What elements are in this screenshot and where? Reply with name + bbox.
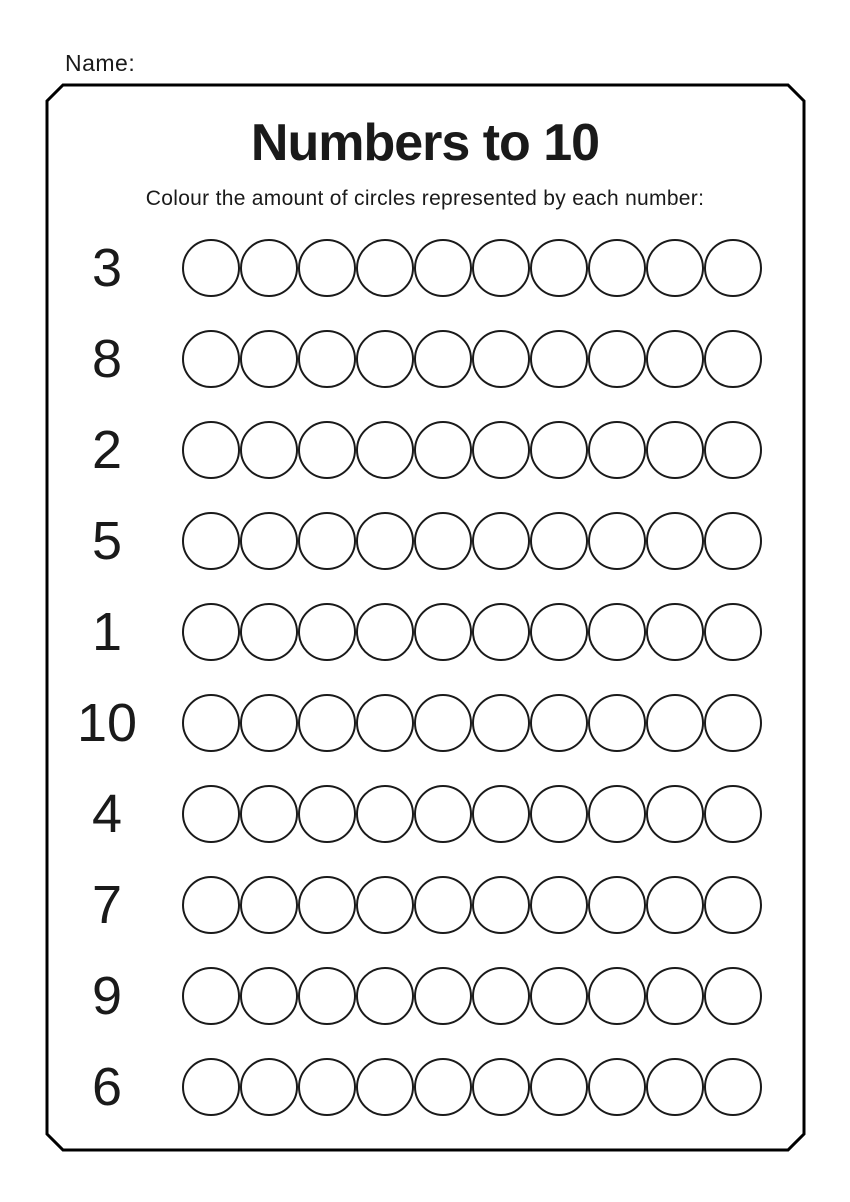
circle[interactable] bbox=[182, 512, 240, 570]
circle[interactable] bbox=[704, 694, 762, 752]
circle[interactable] bbox=[530, 967, 588, 1025]
row-number: 4 bbox=[91, 783, 123, 844]
circle[interactable] bbox=[472, 1058, 530, 1116]
circle[interactable] bbox=[182, 876, 240, 934]
page-instructions: Colour the amount of circles represented by each number: bbox=[145, 187, 705, 210]
circle[interactable] bbox=[704, 239, 762, 297]
row-number: 1 bbox=[91, 601, 123, 662]
circle[interactable] bbox=[356, 239, 414, 297]
circle[interactable] bbox=[472, 603, 530, 661]
circle[interactable] bbox=[588, 330, 646, 388]
circle[interactable] bbox=[356, 967, 414, 1025]
circle[interactable] bbox=[240, 876, 298, 934]
circle[interactable] bbox=[530, 421, 588, 479]
circle[interactable] bbox=[646, 785, 704, 843]
circle[interactable] bbox=[298, 239, 356, 297]
worksheet-row bbox=[47, 586, 804, 677]
circle[interactable] bbox=[472, 421, 530, 479]
circle[interactable] bbox=[182, 785, 240, 843]
circle[interactable] bbox=[588, 421, 646, 479]
circle[interactable] bbox=[530, 1058, 588, 1116]
circle[interactable] bbox=[240, 785, 298, 843]
circle[interactable] bbox=[704, 330, 762, 388]
circle[interactable] bbox=[704, 967, 762, 1025]
circle[interactable] bbox=[472, 785, 530, 843]
circle[interactable] bbox=[704, 512, 762, 570]
circle[interactable] bbox=[356, 785, 414, 843]
circle[interactable] bbox=[646, 876, 704, 934]
circle-group bbox=[182, 1058, 762, 1116]
worksheet-row bbox=[47, 950, 804, 1041]
circle[interactable] bbox=[414, 512, 472, 570]
circle[interactable] bbox=[530, 876, 588, 934]
circle[interactable] bbox=[182, 239, 240, 297]
circle[interactable] bbox=[240, 330, 298, 388]
circle[interactable] bbox=[356, 512, 414, 570]
circle[interactable] bbox=[240, 421, 298, 479]
circle[interactable] bbox=[182, 330, 240, 388]
worksheet-row bbox=[47, 677, 804, 768]
circle[interactable] bbox=[588, 1058, 646, 1116]
circle[interactable] bbox=[414, 603, 472, 661]
circle[interactable] bbox=[240, 694, 298, 752]
circle[interactable] bbox=[298, 694, 356, 752]
worksheet-row bbox=[47, 1041, 804, 1132]
row-number: 9 bbox=[91, 965, 123, 1026]
circle[interactable] bbox=[356, 694, 414, 752]
circle[interactable] bbox=[646, 512, 704, 570]
circle[interactable] bbox=[298, 330, 356, 388]
worksheet-row bbox=[47, 404, 804, 495]
worksheet-row bbox=[47, 859, 804, 950]
worksheet-row bbox=[47, 768, 804, 859]
page-title: Numbers to 10 bbox=[250, 114, 600, 172]
circle[interactable] bbox=[298, 967, 356, 1025]
circle[interactable] bbox=[298, 512, 356, 570]
circle[interactable] bbox=[588, 239, 646, 297]
circle[interactable] bbox=[588, 512, 646, 570]
circle[interactable] bbox=[646, 330, 704, 388]
circle-group bbox=[182, 512, 762, 570]
circle[interactable] bbox=[472, 694, 530, 752]
circle[interactable] bbox=[646, 1058, 704, 1116]
circle-group bbox=[182, 785, 762, 843]
circle[interactable] bbox=[530, 330, 588, 388]
circle-group bbox=[182, 876, 762, 934]
circle[interactable] bbox=[240, 239, 298, 297]
row-number: 10 bbox=[76, 692, 138, 753]
circle[interactable] bbox=[298, 785, 356, 843]
circle[interactable] bbox=[298, 421, 356, 479]
worksheet-row bbox=[47, 495, 804, 586]
circle-group bbox=[182, 603, 762, 661]
circle[interactable] bbox=[704, 1058, 762, 1116]
circle[interactable] bbox=[414, 1058, 472, 1116]
circle[interactable] bbox=[298, 876, 356, 934]
circle[interactable] bbox=[414, 330, 472, 388]
circle[interactable] bbox=[240, 967, 298, 1025]
circle[interactable] bbox=[356, 876, 414, 934]
circle[interactable] bbox=[414, 876, 472, 934]
circle[interactable] bbox=[240, 603, 298, 661]
circle[interactable] bbox=[704, 785, 762, 843]
circle[interactable] bbox=[588, 876, 646, 934]
circle[interactable] bbox=[704, 603, 762, 661]
circle[interactable] bbox=[530, 512, 588, 570]
circle[interactable] bbox=[704, 421, 762, 479]
circle[interactable] bbox=[240, 512, 298, 570]
circle[interactable] bbox=[182, 1058, 240, 1116]
circle-group bbox=[182, 330, 762, 388]
circle[interactable] bbox=[588, 603, 646, 661]
circle[interactable] bbox=[472, 967, 530, 1025]
circle[interactable] bbox=[472, 239, 530, 297]
circle[interactable] bbox=[356, 330, 414, 388]
circle[interactable] bbox=[356, 1058, 414, 1116]
circle[interactable] bbox=[472, 876, 530, 934]
circle[interactable] bbox=[530, 239, 588, 297]
worksheet-row bbox=[47, 313, 804, 404]
row-number: 3 bbox=[91, 237, 123, 298]
circle[interactable] bbox=[182, 603, 240, 661]
circle[interactable] bbox=[414, 785, 472, 843]
circle[interactable] bbox=[414, 239, 472, 297]
circle[interactable] bbox=[182, 967, 240, 1025]
circle[interactable] bbox=[182, 421, 240, 479]
circle[interactable] bbox=[588, 785, 646, 843]
circle[interactable] bbox=[646, 239, 704, 297]
circle-group bbox=[182, 239, 762, 297]
circle[interactable] bbox=[182, 694, 240, 752]
circle[interactable] bbox=[414, 421, 472, 479]
row-number: 6 bbox=[91, 1056, 123, 1117]
row-number: 5 bbox=[91, 510, 123, 571]
name-label[interactable]: Name: bbox=[65, 50, 136, 76]
circle-group bbox=[182, 967, 762, 1025]
worksheet-row bbox=[47, 222, 804, 313]
circle[interactable] bbox=[298, 1058, 356, 1116]
circle[interactable] bbox=[472, 512, 530, 570]
circle-group bbox=[182, 421, 762, 479]
circle[interactable] bbox=[298, 603, 356, 661]
row-number: 8 bbox=[91, 328, 123, 389]
circle[interactable] bbox=[530, 694, 588, 752]
circle[interactable] bbox=[414, 694, 472, 752]
circle[interactable] bbox=[646, 694, 704, 752]
circle[interactable] bbox=[646, 421, 704, 479]
circle[interactable] bbox=[240, 1058, 298, 1116]
circle[interactable] bbox=[704, 876, 762, 934]
row-number: 7 bbox=[91, 874, 123, 935]
circle[interactable] bbox=[472, 330, 530, 388]
row-number: 2 bbox=[91, 419, 123, 480]
circle[interactable] bbox=[356, 603, 414, 661]
circle[interactable] bbox=[356, 421, 414, 479]
worksheet-rows bbox=[47, 222, 804, 1132]
circle[interactable] bbox=[530, 785, 588, 843]
circle[interactable] bbox=[588, 967, 646, 1025]
circle[interactable] bbox=[530, 603, 588, 661]
circle[interactable] bbox=[414, 967, 472, 1025]
circle[interactable] bbox=[588, 694, 646, 752]
circle[interactable] bbox=[646, 603, 704, 661]
circle-group bbox=[182, 694, 762, 752]
circle[interactable] bbox=[646, 967, 704, 1025]
